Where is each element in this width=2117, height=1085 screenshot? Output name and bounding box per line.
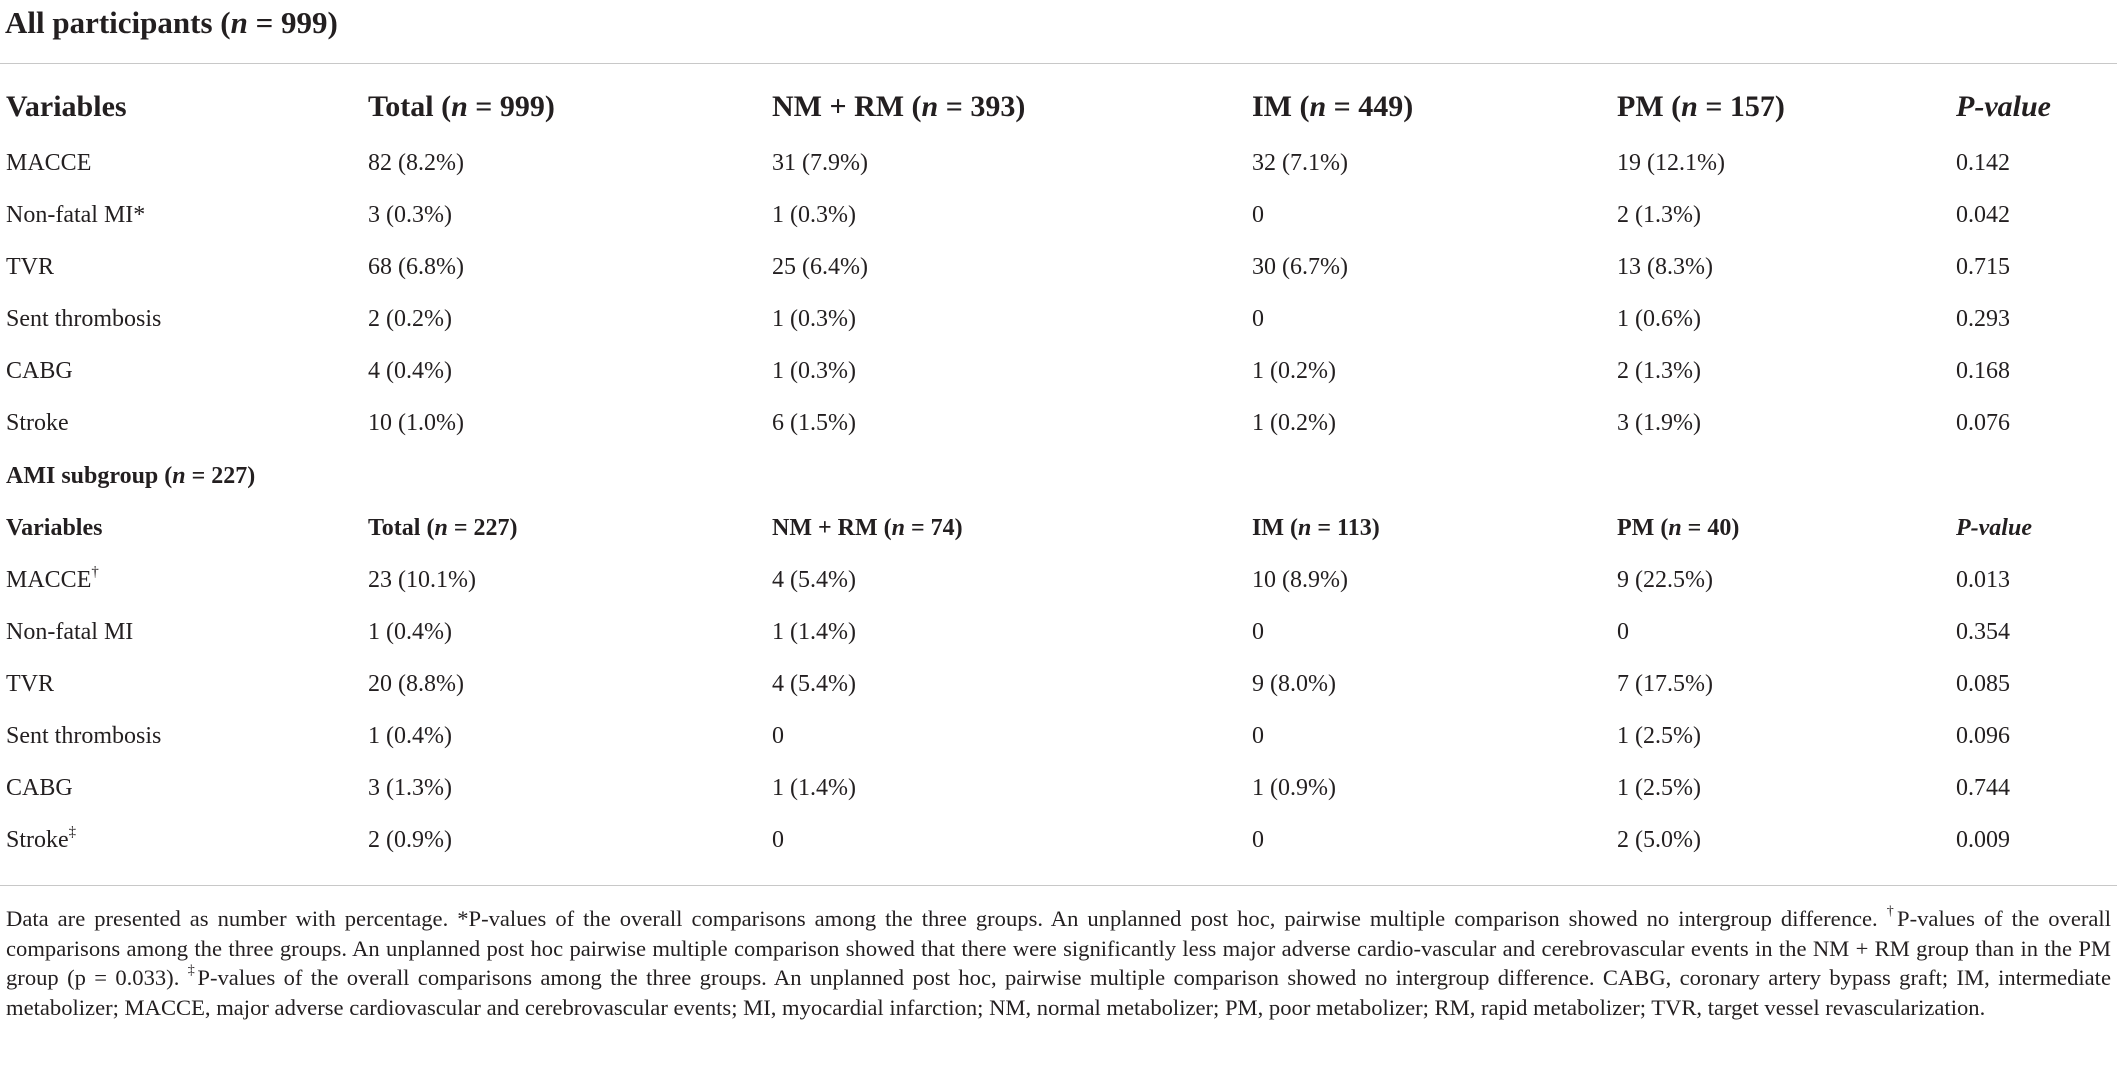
- title-n: n: [230, 5, 248, 40]
- header-n: n: [1297, 515, 1312, 541]
- p-value-cell: 0.168: [1956, 358, 2010, 384]
- p-value-cell: 0.076: [1956, 410, 2010, 436]
- header-count: = 227): [447, 515, 518, 541]
- footnote-text: P-values of the overall comparisons among the three groups. An unplanned post hoc pairwise multiple comparison showed that there were significantly less major adverse cardio-vascular and cerebrovascular events in the NM + RM group than in the PM group (p = 0.033).: [6, 906, 2111, 990]
- total-cell: 68 (6.8%): [368, 254, 464, 280]
- header-count: = 157): [1697, 90, 1785, 123]
- im-cell: 0: [1252, 202, 1264, 228]
- variable-name: Non-fatal MI: [6, 619, 134, 645]
- section1-header-row: [0, 76, 2117, 138]
- nm-rm-cell: 31 (7.9%): [772, 150, 868, 176]
- header-pm: [1617, 502, 1739, 554]
- table-row: [0, 710, 2117, 762]
- im-cell: 10 (8.9%): [1252, 567, 1348, 593]
- subgroup-n: n: [172, 463, 186, 489]
- variable-cell: [6, 293, 161, 345]
- im-cell: 0: [1252, 306, 1264, 332]
- pm-cell: 7 (17.5%): [1617, 671, 1713, 697]
- title-suffix: = 999): [247, 5, 338, 40]
- total-cell: 82 (8.2%): [368, 150, 464, 176]
- header-text: Variables: [6, 90, 127, 123]
- table-row: [0, 762, 2117, 814]
- variable-cell: [6, 397, 69, 449]
- im-cell: 32 (7.1%): [1252, 150, 1348, 176]
- variable-name: CABG: [6, 358, 73, 384]
- header-count: = 449): [1326, 90, 1414, 123]
- im-cell: 1 (0.9%): [1252, 775, 1336, 801]
- header-text: IM (: [1252, 90, 1310, 123]
- pm-cell: 2 (1.3%): [1617, 202, 1701, 228]
- nm-rm-cell: 1 (1.4%): [772, 775, 856, 801]
- header-text: Total (: [368, 90, 452, 123]
- variable-cell: [6, 710, 161, 762]
- variable-name: CABG: [6, 775, 73, 801]
- header-nm-rm: [772, 502, 963, 554]
- pm-cell: 0: [1617, 619, 1629, 645]
- header-n: n: [434, 515, 448, 541]
- table-footnote: [6, 904, 2111, 1022]
- total-cell: 4 (0.4%): [368, 358, 452, 384]
- total-cell: 2 (0.2%): [368, 306, 452, 332]
- table-row: [0, 345, 2117, 397]
- variable-cell: [6, 345, 73, 397]
- variable-cell: [6, 241, 54, 293]
- double-dagger-mark: ‡: [187, 963, 198, 979]
- im-cell: 0: [1252, 827, 1264, 853]
- subgroup-label: [6, 451, 255, 501]
- subgroup-suffix: = 227): [185, 463, 256, 489]
- section2-header-row: [0, 502, 2117, 554]
- double-dagger-mark: ‡: [68, 823, 77, 840]
- header-nm-rm: [772, 76, 1025, 138]
- dagger-mark: †: [1886, 904, 1898, 920]
- footnote-text: P-values of the overall comparisons among the three groups. An unplanned post hoc, pairwise multiple comparison showed no intergroup difference. CABG, coronary artery bypass graft; IM, intermediate metabolizer; MACCE, major adverse cardiovascular and cerebrovascular events; MI, myocardial infarction; NM, normal metabolizer; PM, poor metabolizer; RM, rapid metabolizer; TVR, target vessel revascularization.: [6, 965, 2111, 1020]
- subgroup-title: [0, 451, 2117, 501]
- header-text: PM (: [1617, 90, 1682, 123]
- variable-cell: [6, 189, 145, 241]
- header-p-value: [1956, 502, 2032, 554]
- nm-rm-cell: 25 (6.4%): [772, 254, 868, 280]
- nm-rm-cell: 4 (5.4%): [772, 671, 856, 697]
- table-row: [0, 293, 2117, 345]
- variable-name: MACCE: [6, 567, 92, 593]
- variable-cell: [6, 554, 99, 606]
- table-row: [0, 606, 2117, 658]
- header-text: Total (: [368, 515, 435, 541]
- table-row: [0, 658, 2117, 710]
- total-cell: 1 (0.4%): [368, 723, 452, 749]
- variable-cell: [6, 814, 76, 866]
- header-text: NM + RM (: [772, 90, 922, 123]
- footnote-text: Data are presented as number with percentage. *P-values of the overall comparisons among the three groups. An unplanned post hoc, pairwise multiple comparison showed no intergroup difference.: [6, 906, 1887, 931]
- variable-name: MACCE: [6, 150, 92, 176]
- table-row: [0, 814, 2117, 866]
- header-text: NM + RM (: [772, 515, 892, 541]
- pm-cell: 13 (8.3%): [1617, 254, 1713, 280]
- nm-rm-cell: 4 (5.4%): [772, 567, 856, 593]
- nm-rm-cell: 6 (1.5%): [772, 410, 856, 436]
- variable-name: Sent thrombosis: [6, 306, 162, 332]
- header-variables: [6, 502, 102, 554]
- variable-cell: [6, 137, 91, 189]
- table-row: [0, 241, 2117, 293]
- pm-cell: 2 (5.0%): [1617, 827, 1701, 853]
- dagger-mark: †: [91, 563, 99, 580]
- variable-cell: [6, 762, 73, 814]
- variable-cell: [6, 606, 133, 658]
- table-row: [0, 554, 2117, 606]
- total-cell: 20 (8.8%): [368, 671, 464, 697]
- top-rule: [0, 63, 2117, 64]
- nm-rm-cell: 0: [772, 827, 784, 853]
- total-cell: 3 (0.3%): [368, 202, 452, 228]
- pm-cell: 1 (0.6%): [1617, 306, 1701, 332]
- total-cell: 23 (10.1%): [368, 567, 476, 593]
- header-n: n: [891, 515, 905, 541]
- pm-cell: 3 (1.9%): [1617, 410, 1701, 436]
- header-text: P-value: [1956, 515, 2032, 541]
- header-text: P-value: [1956, 90, 2051, 123]
- total-cell: 3 (1.3%): [368, 775, 452, 801]
- pm-cell: 1 (2.5%): [1617, 775, 1701, 801]
- nm-rm-cell: 1 (0.3%): [772, 202, 856, 228]
- table-row: [0, 189, 2117, 241]
- nm-rm-cell: 1 (0.3%): [772, 358, 856, 384]
- header-text: PM (: [1617, 515, 1669, 541]
- table-title: [5, 0, 338, 46]
- subgroup-prefix: AMI subgroup (: [6, 463, 173, 489]
- total-cell: 2 (0.9%): [368, 827, 452, 853]
- header-variables: [6, 76, 127, 138]
- im-cell: 30 (6.7%): [1252, 254, 1348, 280]
- total-cell: 10 (1.0%): [368, 410, 464, 436]
- header-count: = 40): [1681, 515, 1740, 541]
- header-total: [368, 502, 518, 554]
- im-cell: 9 (8.0%): [1252, 671, 1336, 697]
- header-n: n: [921, 90, 939, 123]
- p-value-cell: 0.293: [1956, 306, 2010, 332]
- header-total: [368, 76, 555, 138]
- header-im: [1252, 502, 1380, 554]
- im-cell: 0: [1252, 723, 1264, 749]
- variable-cell: [6, 658, 54, 710]
- p-value-cell: 0.715: [1956, 254, 2010, 280]
- nm-rm-cell: 1 (1.4%): [772, 619, 856, 645]
- total-cell: 1 (0.4%): [368, 619, 452, 645]
- nm-rm-cell: 0: [772, 723, 784, 749]
- table-row: [0, 397, 2117, 449]
- header-text: Variables: [6, 515, 103, 541]
- variable-name: Stroke: [6, 410, 69, 436]
- im-cell: 1 (0.2%): [1252, 410, 1336, 436]
- header-count: = 393): [938, 90, 1026, 123]
- header-count: = 74): [905, 515, 963, 541]
- variable-name: TVR: [6, 671, 54, 697]
- variable-name: TVR: [6, 254, 54, 280]
- variable-name: Stroke: [6, 827, 69, 853]
- header-im: [1252, 76, 1413, 138]
- header-n: n: [1681, 90, 1698, 123]
- p-value-cell: 0.354: [1956, 619, 2010, 645]
- pm-cell: 2 (1.3%): [1617, 358, 1701, 384]
- header-n: n: [1309, 90, 1327, 123]
- p-value-cell: 0.085: [1956, 671, 2010, 697]
- header-n: n: [451, 90, 468, 123]
- pm-cell: 19 (12.1%): [1617, 150, 1725, 176]
- title-prefix: All participants (: [5, 5, 231, 40]
- p-value-cell: 0.013: [1956, 567, 2010, 593]
- header-count: = 999): [467, 90, 555, 123]
- im-cell: 0: [1252, 619, 1264, 645]
- p-value-cell: 0.096: [1956, 723, 2010, 749]
- header-count: = 113): [1311, 515, 1380, 541]
- header-pm: [1617, 76, 1785, 138]
- pm-cell: 1 (2.5%): [1617, 723, 1701, 749]
- pm-cell: 9 (22.5%): [1617, 567, 1713, 593]
- p-value-cell: 0.744: [1956, 775, 2010, 801]
- p-value-cell: 0.009: [1956, 827, 2010, 853]
- p-value-cell: 0.042: [1956, 202, 2010, 228]
- p-value-cell: 0.142: [1956, 150, 2010, 176]
- bottom-rule: [0, 885, 2117, 886]
- variable-name: Sent thrombosis: [6, 723, 162, 749]
- nm-rm-cell: 1 (0.3%): [772, 306, 856, 332]
- variable-name: Non-fatal MI*: [6, 202, 146, 228]
- table-row: [0, 137, 2117, 189]
- header-text: IM (: [1252, 515, 1298, 541]
- header-p-value: [1956, 76, 2051, 138]
- header-n: n: [1668, 515, 1682, 541]
- im-cell: 1 (0.2%): [1252, 358, 1336, 384]
